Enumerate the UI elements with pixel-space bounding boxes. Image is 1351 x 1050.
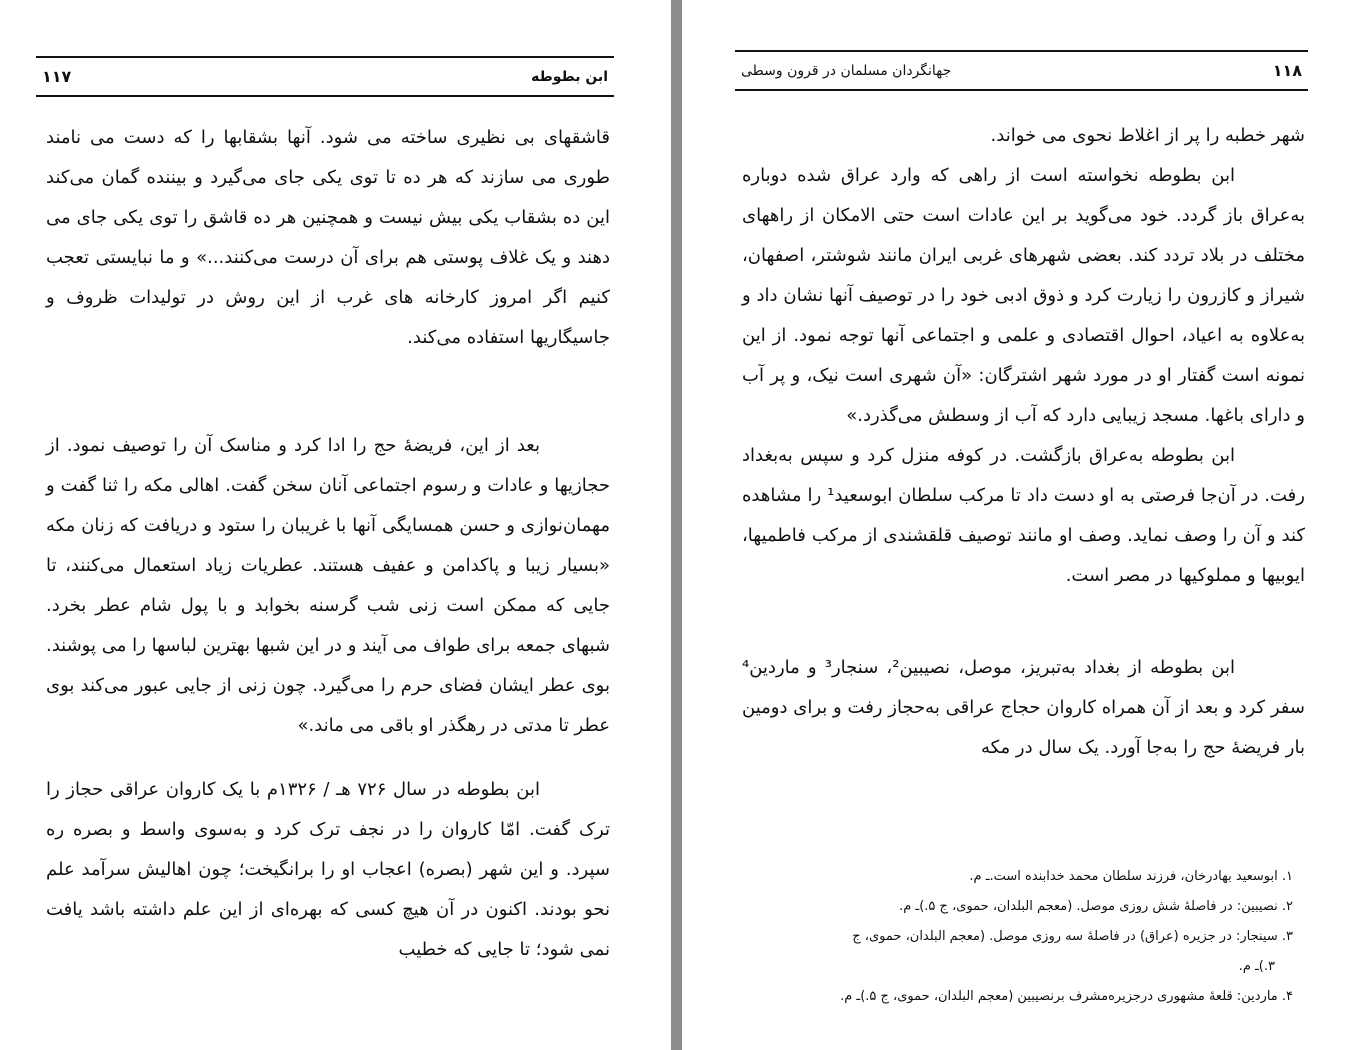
paragraph: شهر خطبه را پر از اغلاط نحوی می خواند.	[990, 125, 1305, 146]
left-running-header	[36, 56, 614, 97]
left-header-title: ابن بطوطه	[531, 68, 608, 85]
footnotes	[742, 862, 1305, 1012]
left-page	[0, 0, 671, 1050]
paragraph: بعد از این، فریضهٔ حج را ادا کرد و مناسک آن را توصیف نمود. از حجازیها و عادات و رسوم اجتماعی آنان سخن گفت. اهالی مکه را ثنا گفت و مهمان‌نوازی و حسن همسایگی آنها با غریبان را ستود و دریافت که زنان مکه «بسیار زیبا و پاکدامن و عفیف هستند. عطریات زیاد استعمال می‌کنند، تا جایی که ممکن است زنی شب گرسنه بخوابد و با پول شام عطر بخرد. شبهای جمعه برای طواف می آیند و در این شبها بهترین لباسها را می پوشند. بوی عطر ایشان فضای حرم را می‌گیرد. چون زنی از جایی عبور می‌کند بوی عطر تا مدتی در رهگذر او باقی می ماند.»	[46, 435, 610, 736]
footnote: ۱. ابوسعید بهادرخان، فرزند سلطان محمد خدابنده است.ـ م.	[969, 869, 1293, 884]
footnote: ۴. ماردین: قلعهٔ مشهوری درجزیره‌مشرف برنصیبین (معجم البلدان، حموی، ج ۵.)ـ م.	[840, 989, 1293, 1004]
right-page	[682, 0, 1351, 1050]
footnote-continuation: ۳.)ـ م.	[1238, 959, 1275, 974]
paragraph: ابن بطوطه نخواسته است از راهی که وارد عراق شده دوباره به‌عراق باز گردد. خود می‌گوید بر این عادات است حتی الامکان از راههای مختلف در بلاد تردد کند. بعضی شهرهای غربی ایران مانند شوشتر، اصفهان، شیراز و کازرون را زیارت کرد و ذوق ادبی خود را در توصیف آنها نشان داد و به‌علاوه به اعیاد، احوال اقتصادی و علمی و اجتماعی آنها توجه نمود. از این نمونه است گفتار او در مورد شهر اشترگان: «آن شهری است نیک، و پر آب و دارای باغها. مسجد زیبایی دارد که آب از وسطش می‌گذرد.»	[742, 165, 1305, 426]
paragraph: قاشقهای بی نظیری ساخته می شود. آنها بشقابها را که دست می نامند طوری می سازند که هر ده تا توی یکی جای می‌گیرد و بیننده گمان می‌کند این ده بشقاب یکی بیش نیست و همچنین هر ده قاشق را توی یکی جای می دهند و یک غلاف پوستی هم برای آن درست می‌کنند...» و ما نبایستی تعجب کنیم اگر امروز کارخانه های غرب از این روش در تولیدات ظروف و جاسیگاریها استفاده می‌کند.	[46, 127, 610, 348]
right-page-body	[742, 116, 1305, 768]
right-header-title: جهانگردان مسلمان در قرون وسطی	[741, 62, 952, 79]
left-page-body	[46, 118, 610, 970]
paragraph: ابن بطوطه از بغداد به‌تبریز، موصل، نصیبین²، سنجار³ و ماردین⁴ سفر کرد و بعد از آن همراه کاروان حجاج عراقی به‌حجاز رفت و برای دومین بار فریضهٔ حج را به‌جا آورد. یک سال در مکه	[742, 657, 1305, 758]
footnote: ۲. نصیبین: در فاصلهٔ شش روزی موصل. (معجم البلدان، حموی، ج ۵.)ـ م.	[899, 899, 1293, 914]
footnote: ۳. سینجار: در جزیره (عراق) در فاصلهٔ سه روزی موصل. (معجم البلدان، حموی، ج	[852, 929, 1293, 944]
book-gutter	[671, 0, 682, 1050]
right-page-number: ۱۱۸	[1272, 61, 1302, 80]
right-running-header	[735, 50, 1308, 91]
paragraph: ابن بطوطه به‌عراق بازگشت. در کوفه منزل کرد و سپس به‌بغداد رفت. در آن‌جا فرصتی به او دست داد تا مرکب سلطان ابوسعید¹ را مشاهده کند و آن را وصف نماید. وصف او مانند توصیف قلقشندی از مرکب فاطمیها، ایوبیها و مملوکیها در مصر است.	[742, 445, 1305, 586]
left-page-number: ۱۱۷	[42, 67, 72, 86]
paragraph: ابن بطوطه در سال ۷۲۶ هـ / ۱۳۲۶م با یک کاروان عراقی حجاز را ترک گفت. امّا کاروان را در نجف ترک کرد و به‌سوی واسط و بصره ره سپرد. و این شهر (بصره) اعجاب او را برانگیخت؛ چون اهالیش سرآمد علم نحو بودند. اکنون در آن هیچ کسی که بهره‌ای از این علم داشته باشد یافت نمی شود؛ تا جایی که خطیب	[46, 779, 610, 960]
